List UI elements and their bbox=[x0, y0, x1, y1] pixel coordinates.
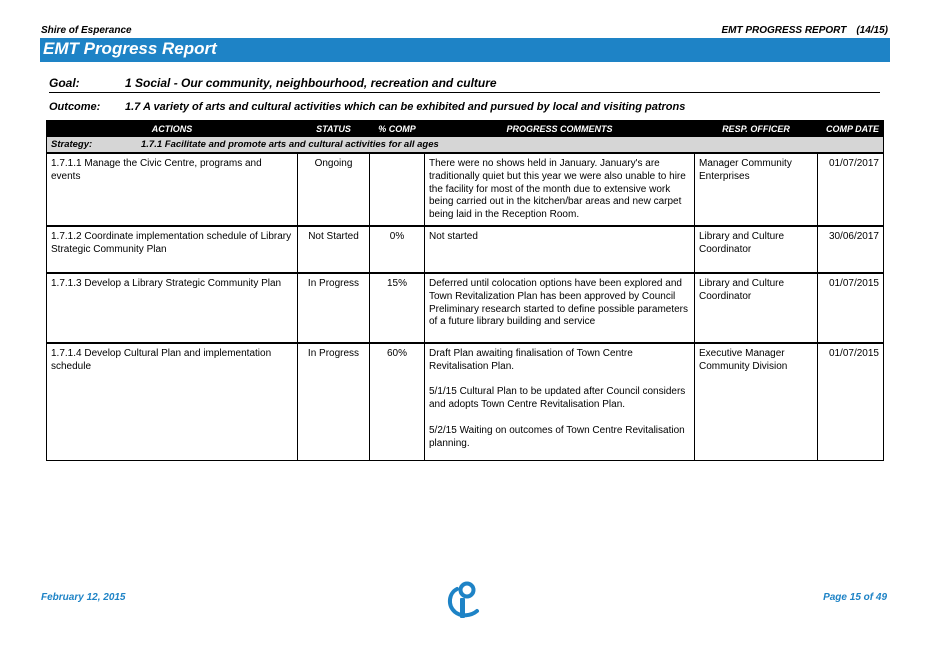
report-header bbox=[721, 25, 888, 36]
report-page-ref: (14/15) bbox=[856, 25, 888, 36]
date-cell: 01/07/2017 bbox=[818, 153, 884, 226]
status-cell: In Progress bbox=[298, 343, 370, 461]
outcome-value: 1.7 A variety of arts and cultural activities which can be exhibited and pursued by local and visiting patrons bbox=[125, 101, 686, 113]
table-row bbox=[47, 226, 884, 273]
officer-cell: Manager Community Enterprises bbox=[695, 153, 818, 226]
officer-cell: Library and Culture Coordinator bbox=[695, 226, 818, 273]
organisation-name: Shire of Esperance bbox=[41, 25, 132, 36]
goal-line bbox=[49, 76, 880, 93]
comments-cell: There were no shows held in January. January's are traditionally quiet but this year we were also unable to hire the facility for most of the month due to extensive work being carried out in the kitchen/bar areas and new carpet being laid in the Reception Room. bbox=[425, 153, 695, 226]
footer-date: February 12, 2015 bbox=[41, 592, 126, 603]
strategy-label: Strategy: bbox=[51, 139, 93, 150]
outcome-label: Outcome: bbox=[49, 101, 101, 113]
col-comp: % COMP bbox=[370, 121, 425, 137]
action-cell: 1.7.1.3 Develop a Library Strategic Community Plan bbox=[47, 273, 298, 343]
col-date: COMP DATE bbox=[818, 121, 884, 137]
comp-cell: 15% bbox=[370, 273, 425, 343]
footer-page-number: Page 15 of 49 bbox=[823, 592, 887, 603]
col-actions: ACTIONS bbox=[47, 121, 298, 137]
status-cell: Not Started bbox=[298, 226, 370, 273]
table-header-row bbox=[47, 121, 884, 137]
goal-label: Goal: bbox=[49, 76, 80, 90]
table-row bbox=[47, 273, 884, 343]
date-cell: 01/07/2015 bbox=[818, 343, 884, 461]
page-title: EMT Progress Report bbox=[43, 39, 217, 58]
report-name: EMT PROGRESS REPORT bbox=[721, 25, 847, 36]
action-cell: 1.7.1.1 Manage the Civic Centre, programs and events bbox=[47, 153, 298, 226]
strategy-cell bbox=[47, 137, 884, 154]
col-status: STATUS bbox=[298, 121, 370, 137]
date-cell: 30/06/2017 bbox=[818, 226, 884, 273]
table-row bbox=[47, 153, 884, 226]
officer-cell: Executive Manager Community Division bbox=[695, 343, 818, 461]
table-row bbox=[47, 343, 884, 461]
action-cell: 1.7.1.2 Coordinate implementation schedule of Library Strategic Community Plan bbox=[47, 226, 298, 273]
progress-table bbox=[46, 120, 884, 461]
comments-cell: Deferred until colocation options have been explored and Town Revitalization Plan has been approved by Council Preliminary research started to define possible parameters of a future library building and service bbox=[425, 273, 695, 343]
comments-cell: Draft Plan awaiting finalisation of Town Centre Revitalisation Plan. 5/1/15 Cultural Plan to be updated after Council considers and adopts Town Centre Revitalisation Plan. 5/2/15 Waiting on outcomes of Town Centre Revitalisation planning. bbox=[425, 343, 695, 461]
goal-value: 1 Social - Our community, neighbourhood, recreation and culture bbox=[125, 76, 497, 90]
date-cell: 01/07/2015 bbox=[818, 273, 884, 343]
title-banner bbox=[40, 38, 890, 62]
shire-logo-icon bbox=[443, 579, 487, 619]
comments-cell: Not started bbox=[425, 226, 695, 273]
action-cell: 1.7.1.4 Develop Cultural Plan and implementation schedule bbox=[47, 343, 298, 461]
strategy-row bbox=[47, 137, 884, 154]
status-cell: In Progress bbox=[298, 273, 370, 343]
comp-cell: 60% bbox=[370, 343, 425, 461]
strategy-value: 1.7.1 Facilitate and promote arts and cultural activities for all ages bbox=[141, 139, 439, 150]
comp-cell bbox=[370, 153, 425, 226]
status-cell: Ongoing bbox=[298, 153, 370, 226]
comp-cell: 0% bbox=[370, 226, 425, 273]
col-officer: RESP. OFFICER bbox=[695, 121, 818, 137]
officer-cell: Library and Culture Coordinator bbox=[695, 273, 818, 343]
col-comments: PROGRESS COMMENTS bbox=[425, 121, 695, 137]
